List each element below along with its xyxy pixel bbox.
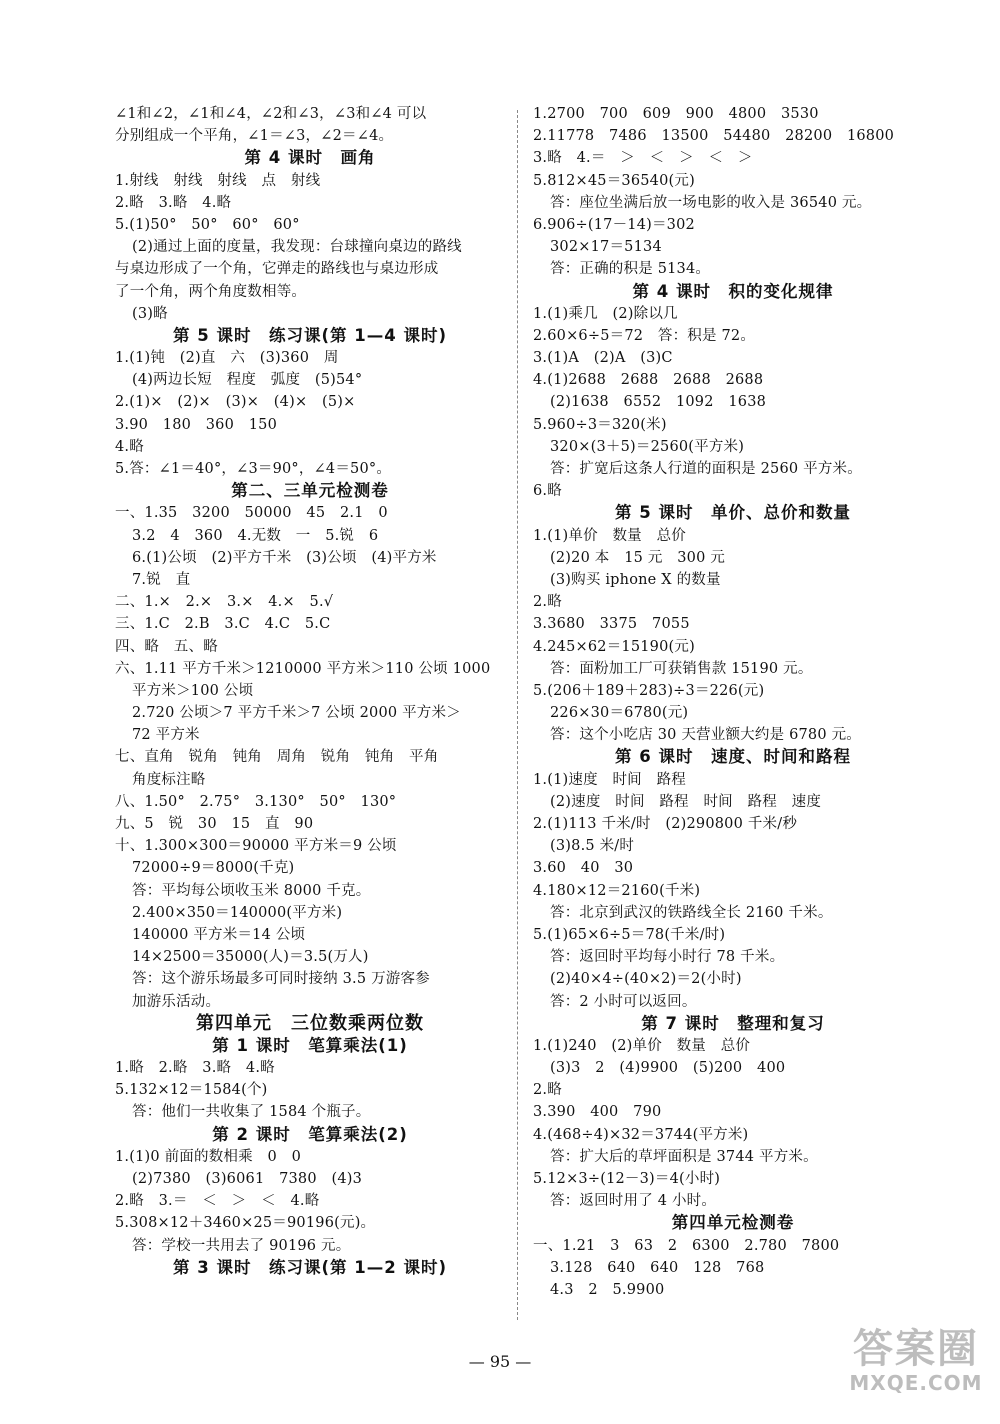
answer-line: 1.射线 射线 射线 点 射线 [115, 172, 321, 189]
answer-line: 4.3 2 5.9900 [550, 1281, 665, 1298]
answer-line: 3.3680 3375 7055 [533, 616, 690, 633]
answer-line: (2)40×4÷(40×2)＝2(小时) [550, 971, 742, 988]
answer-line: (2)20 本 15 元 300 元 [550, 549, 726, 566]
answer-line: 4.(468÷4)×32＝3744(平方米) [533, 1126, 749, 1143]
answer-line: 答：扩宽后这条人行道的面积是 2560 平方米。 [550, 461, 862, 477]
answer-line: 答：这个小吃店 30 天营业额大约是 6780 元。 [550, 727, 861, 744]
section-heading: 第 6 课时 速度、时间和路程 [615, 747, 851, 767]
answer-line: 答：2 小时可以返回。 [550, 993, 697, 1010]
watermark-site: MXQE.COM [849, 1371, 983, 1395]
section-heading: 第四单元检测卷 [671, 1213, 795, 1233]
answer-line: 1.(1)单价 数量 总价 [533, 527, 686, 544]
answer-line: 加游乐活动。 [132, 993, 221, 1010]
answer-line: 2.略 [533, 1082, 562, 1099]
answer-line: 4.245×62＝15190(元) [533, 638, 695, 655]
column-divider [517, 110, 518, 1320]
answer-line: 72 平方米 [132, 727, 200, 744]
answer-line: 七、直角 锐角 钝角 周角 锐角 钝角 平角 [115, 749, 439, 766]
answer-line: 5.(1)65×6÷5＝78(千米/时) [533, 926, 726, 943]
left-column [115, 103, 505, 1279]
answer-line: 四、略 五、略 [115, 638, 218, 655]
answer-line: (3)购买 iphone X 的数量 [550, 571, 721, 588]
answer-line: 5.(1)50° 50° 60° 60° [115, 216, 300, 233]
answer-line: 226×30＝6780(元) [550, 705, 689, 722]
answer-line: (2)通过上面的度量，我发现：台球撞向桌边的路线 [132, 239, 462, 256]
answer-line: 6.略 [533, 483, 562, 500]
answer-line: 6.906÷(17－14)＝302 [533, 216, 695, 233]
answer-line: 答：扩大后的草坪面积是 3744 平方米。 [550, 1148, 818, 1165]
answer-line: 5.(206＋189＋283)÷3＝226(元) [533, 682, 765, 699]
watermark-logo [846, 1326, 986, 1406]
answer-line: 4.180×12＝2160(千米) [533, 882, 701, 899]
answer-line: 320×(3＋5)＝2560(平方米) [550, 438, 745, 455]
answer-line: 5.308×12＋3460×25＝90196(元)。 [115, 1215, 376, 1232]
section-heading: 第 7 课时 整理和复习 [641, 1013, 825, 1033]
answer-line: 5.答：∠1＝40°，∠3＝90°，∠4＝50°。 [115, 461, 392, 477]
answer-line: 答：平均每公顷收玉米 8000 千克。 [132, 882, 371, 899]
answer-line: 一、1.35 3200 50000 45 2.1 0 [115, 505, 388, 522]
section-heading: 第 5 课时 单价、总价和数量 [615, 503, 851, 523]
answer-line: 1.(1)0 前面的数相乘 0 0 [115, 1148, 302, 1165]
answer-line: 4.(1)2688 2688 2688 2688 [533, 372, 764, 389]
answer-line: 答：面粉加工厂可获销售款 15190 元。 [550, 660, 813, 677]
answer-line: 5.132×12＝1584(个) [115, 1082, 268, 1099]
section-heading: 第 2 课时 笔算乘法(2) [212, 1124, 408, 1144]
answer-line: 1.(1)乘几 (2)除以几 [533, 305, 678, 322]
answer-line: (3)3 2 (4)9900 (5)200 400 [550, 1060, 786, 1077]
answer-line: 72000÷9＝8000(千克) [132, 860, 295, 877]
answer-line: 与桌边形成了一个角，它弹走的路线也与桌边形成 [115, 261, 439, 278]
answer-line: 14×2500＝35000(人)＝3.5(万人) [132, 949, 369, 966]
answer-line: 4.略 [115, 438, 144, 455]
answer-line: 3.128 640 640 128 768 [550, 1259, 765, 1276]
answer-line: 1.(1)钝 (2)直 六 (3)360 周 [115, 350, 339, 367]
answer-line: 分别组成一个平角，∠1＝∠3，∠2＝∠4。 [115, 128, 394, 145]
answer-line: 3.略 4.＝ ＞ ＜ ＞ ＜ ＞ [533, 150, 753, 167]
section-heading: 第二、三单元检测卷 [231, 481, 389, 501]
answer-line: 3.60 40 30 [533, 860, 634, 877]
answer-line: (2)速度 时间 路程 时间 路程 速度 [550, 793, 822, 810]
section-heading: 第 1 课时 笔算乘法(1) [212, 1035, 408, 1055]
answer-line: (4)两边长短 程度 弧度 (5)54° [132, 372, 363, 389]
answer-line: 十、1.300×300＝90000 平方米＝9 公顷 [115, 838, 397, 855]
answer-line: 答：返回时平均每小时行 78 千米。 [550, 949, 785, 966]
answer-line: 1.(1)240 (2)单价 数量 总价 [533, 1037, 751, 1054]
answer-line: 2.(1)113 千米/时 (2)290800 千米/秒 [533, 816, 798, 832]
answer-line: ∠1和∠2，∠1和∠4，∠2和∠3，∠3和∠4 可以 [115, 106, 427, 122]
answer-line: 3.2 4 360 4.无数 一 5.锐 6 [132, 527, 379, 544]
answer-line: (2)7380 (3)6061 7380 (4)3 [132, 1171, 363, 1187]
answer-line: 平方米＞100 公顷 [132, 682, 254, 699]
section-heading: 第 3 课时 练习课(第 1—2 课时) [172, 1257, 447, 1277]
answer-line: 3.90 180 360 150 [115, 416, 278, 433]
answer-line: 5.812×45＝36540(元) [533, 172, 695, 189]
page-number: — 95 — [468, 1352, 532, 1371]
answer-line: (2)1638 6552 1092 1638 [550, 394, 767, 411]
answer-line: 了一个角，两个角度数相等。 [115, 283, 307, 300]
answer-line: 1.(1)速度 时间 路程 [533, 771, 686, 788]
answer-line: 2.略 3.略 4.略 [115, 194, 232, 211]
section-heading: 第 4 课时 画角 [244, 148, 376, 168]
answer-line: 答：座位坐满后放一场电影的收入是 36540 元。 [550, 194, 872, 211]
answer-line: 2.11778 7486 13500 54480 28200 16800 [533, 128, 895, 145]
answer-line: 答：北京到武汉的铁路线全长 2160 千米。 [550, 904, 833, 921]
answer-line: 140000 平方米＝14 公顷 [132, 926, 306, 943]
answer-line: (3)8.5 米/时 [550, 838, 635, 855]
right-column [533, 103, 933, 1301]
answer-line: 2.略 3.＝ ＜ ＞ ＜ 4.略 [115, 1193, 320, 1210]
answer-line: 答：返回时用了 4 小时。 [550, 1193, 717, 1210]
answer-line: 1.略 2.略 3.略 4.略 [115, 1060, 275, 1077]
section-heading: 第 5 课时 练习课(第 1—4 课时) [172, 325, 447, 345]
answer-line: 6.(1)公顷 (2)平方千米 (3)公顷 (4)平方米 [132, 549, 437, 566]
answer-line: 1.2700 700 609 900 4800 3530 [533, 106, 819, 122]
answer-line: 答：正确的积是 5134。 [550, 261, 711, 278]
answer-line: 2.720 公顷＞7 平方千米＞7 公顷 2000 平方米＞ [132, 705, 461, 722]
answer-line: 5.12×3÷(12－3)＝4(小时) [533, 1171, 721, 1187]
answer-line: 302×17＝5134 [550, 239, 662, 256]
answer-line: 三、1.C 2.B 3.C 4.C 5.C [115, 616, 331, 633]
answer-line: 2.(1)× (2)× (3)× (4)× (5)× [115, 394, 356, 411]
unit-heading: 第四单元 三位数乘两位数 [196, 1012, 424, 1034]
answer-line: 角度标注略 [132, 771, 206, 788]
watermark-mark: 答案圈 [853, 1326, 979, 1372]
answer-line: 八、1.50° 2.75° 3.130° 50° 130° [115, 793, 397, 810]
answer-line: 答：学校一共用去了 90196 元。 [132, 1237, 351, 1254]
answer-line: 2.400×350＝140000(平方米) [132, 904, 343, 921]
answer-line: 九、5 锐 30 15 直 90 [115, 816, 314, 832]
answer-line: 5.960÷3＝320(米) [533, 416, 667, 433]
answer-line: 3.390 400 790 [533, 1104, 662, 1121]
section-heading: 第 4 课时 积的变化规律 [632, 281, 834, 301]
answer-line: 答：他们一共收集了 1584 个瓶子。 [132, 1104, 371, 1121]
answer-line: 7.锐 直 [132, 571, 191, 588]
answer-line: 六、1.11 平方千米＞1210000 平方米＞110 公顷 1000 [115, 660, 491, 677]
answer-line: 二、1.× 2.× 3.× 4.× 5.√ [115, 594, 334, 611]
answer-line: 2.60×6÷5＝72 答：积是 72。 [533, 327, 756, 344]
answer-line: 答：这个游乐场最多可同时接纳 3.5 万游客参 [132, 971, 430, 988]
answer-line: (3)略 [132, 305, 168, 322]
answer-line: 一、1.21 3 63 2 6300 2.780 7800 [533, 1237, 840, 1254]
answer-line: 2.略 [533, 594, 562, 611]
answer-line: 3.(1)A (2)A (3)C [533, 350, 673, 367]
